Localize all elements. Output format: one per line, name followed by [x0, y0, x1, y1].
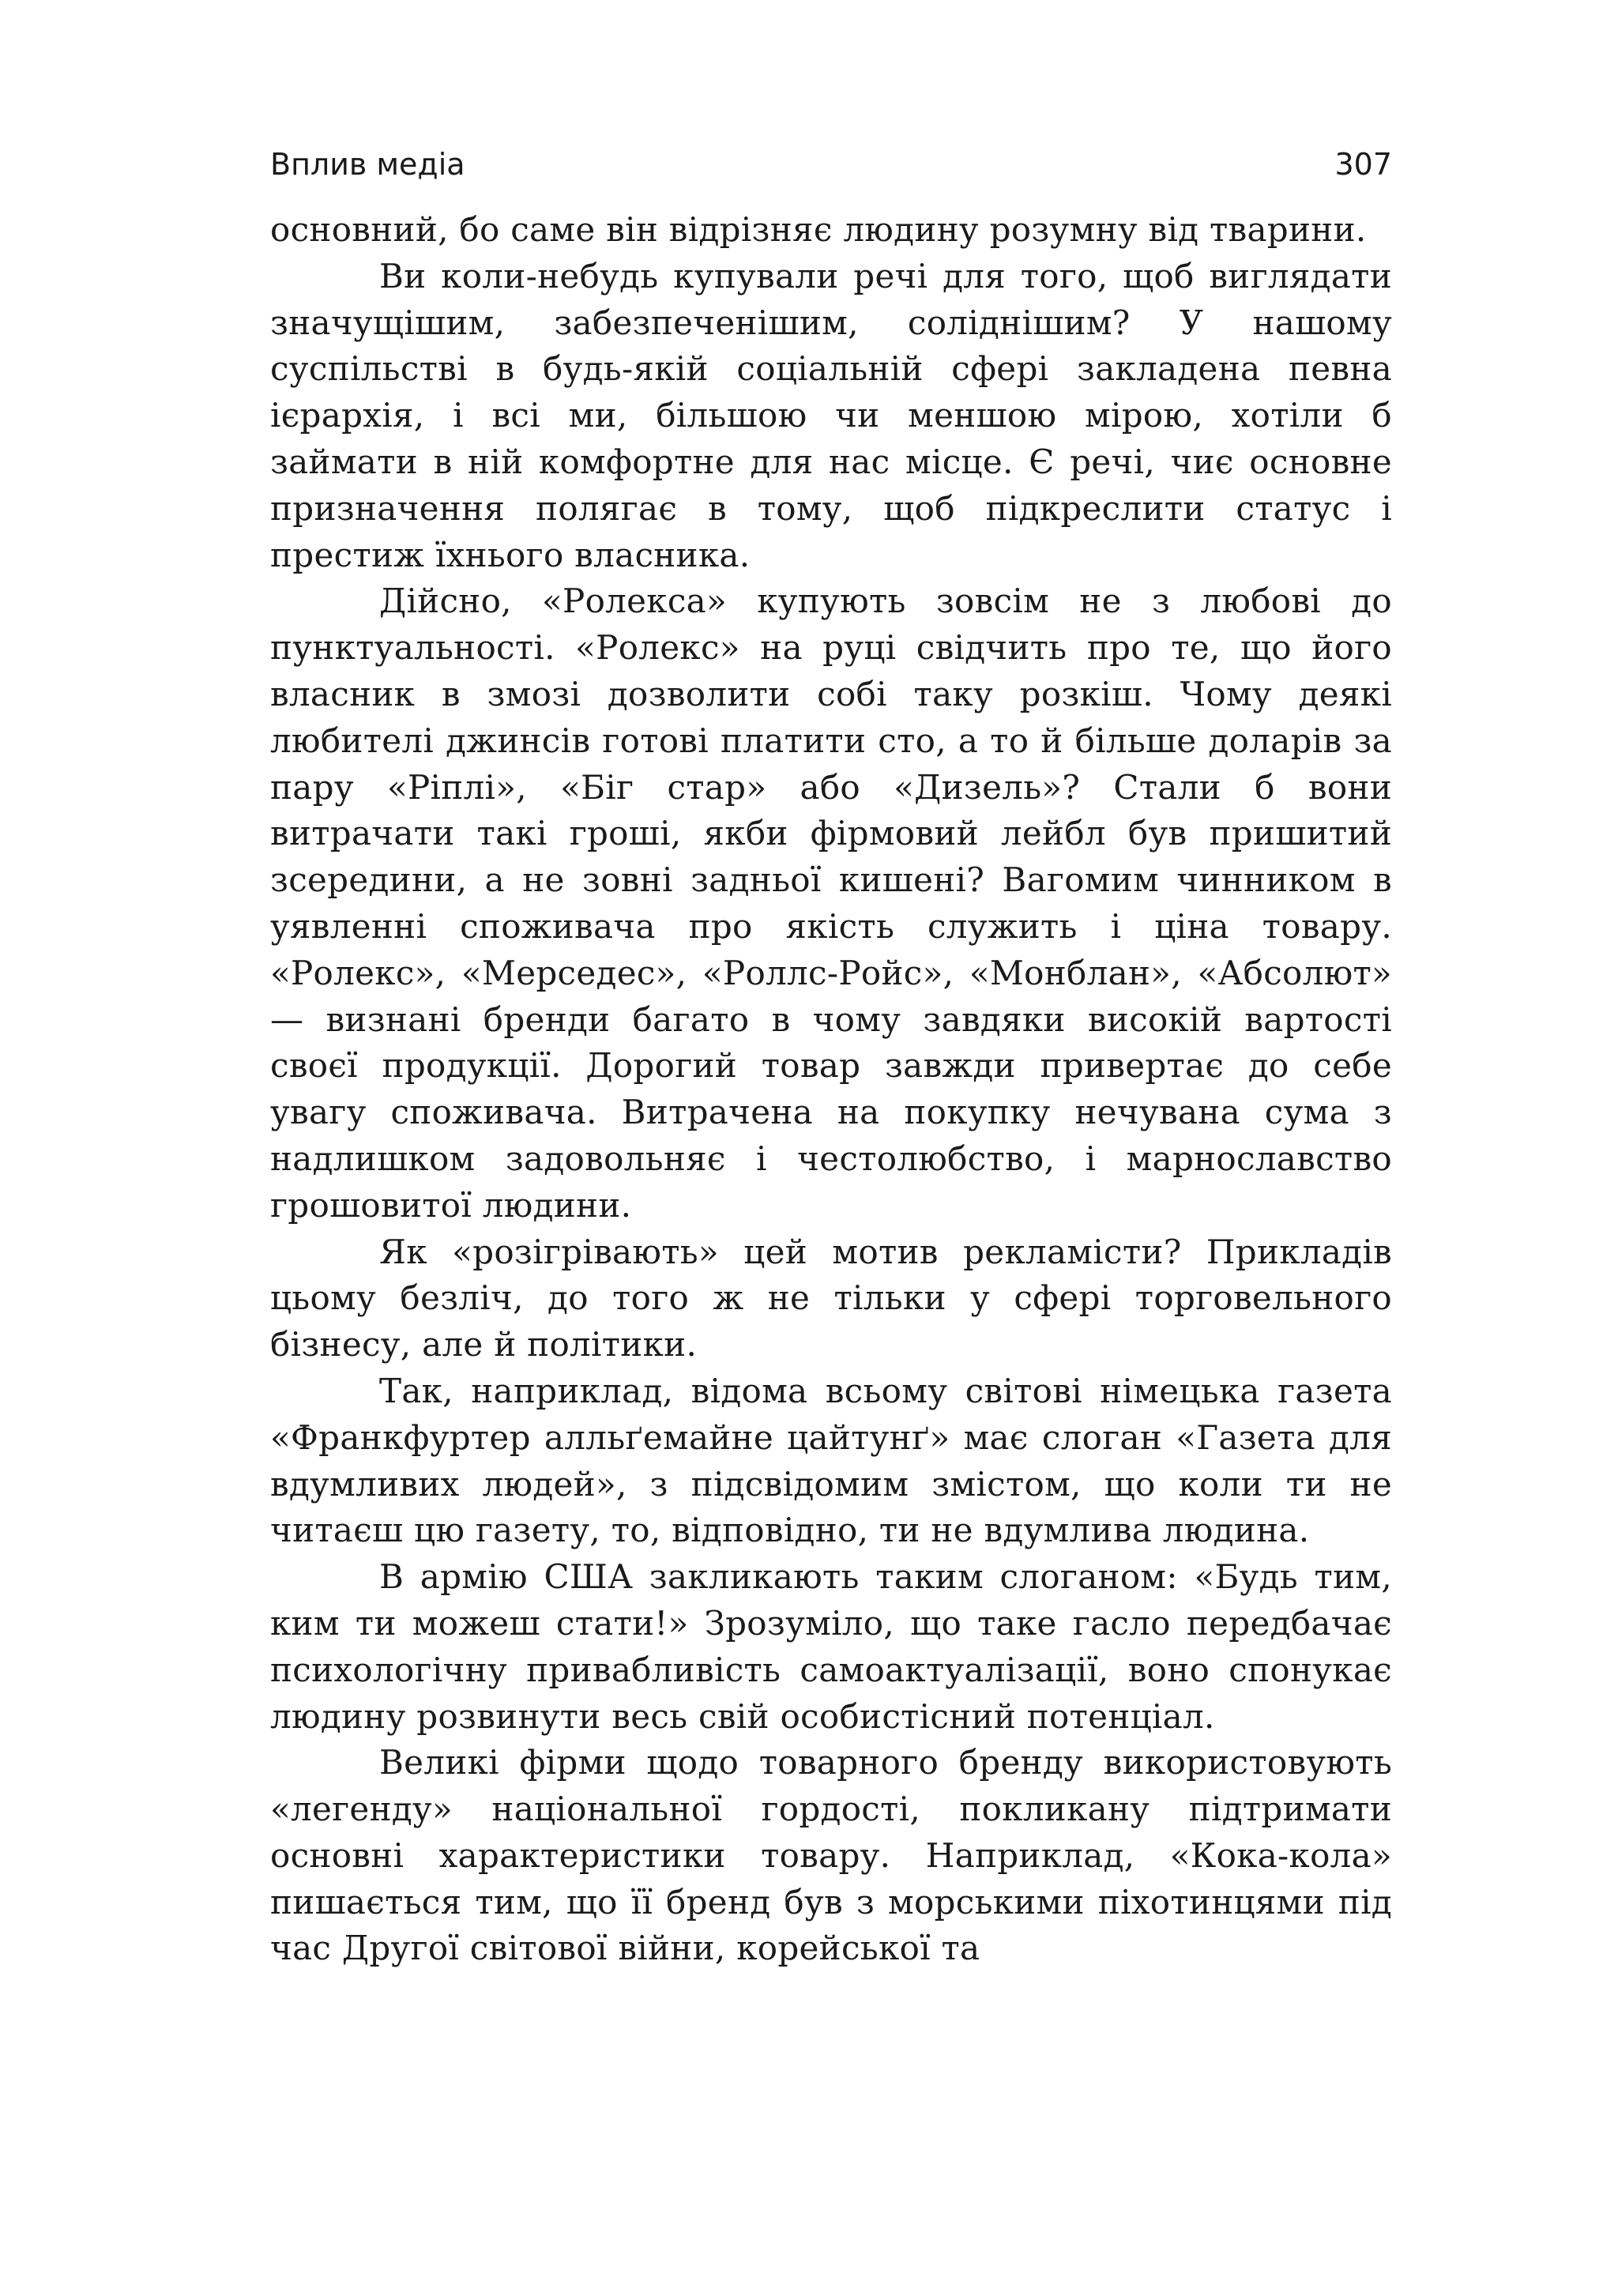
body-text	[270, 207, 1392, 1972]
paragraph: Так, наприклад, відома всьому світові німецька газета «Франкфуртер алльґемайне цайтунґ» має слоган «Газета для вдумливих людей», з підсвідомим змістом, що коли ти не читаєш цю газету, то, відповідно, ти не вдумлива людина.	[270, 1371, 1392, 1550]
paragraph: Ви коли-небудь купували речі для того, щоб виглядати значущішим, забезпеченішим, соліднішим? У нашому суспільстві в будь-якій соціальній сфері закладена певна ієрархія, і всі ми, більшою чи меншою мірою, хотіли б займати в ній комфортне для нас місце. Є речі, чиє основне призначення полягає в тому, щоб підкреслити статус і престиж їхнього власника.	[270, 256, 1392, 574]
section-title: Вплив медіа	[270, 147, 465, 182]
paragraph: Як «розігрівають» цей мотив рекламісти? Прикладів цьому безліч, до того ж не тільки у сфері торговельного бізнесу, але й політики.	[270, 1232, 1392, 1364]
paragraph: В армію США закликають таким слоганом: «Будь тим, ким ти можеш стати!» Зрозуміло, що таке гасло передбачає психологічну привабливість самоактуалізації, воно спонукає людину розвинути весь свій особистісний потенціал.	[270, 1557, 1392, 1736]
page-number: 307	[1334, 147, 1392, 182]
paragraph-continued: основний, бо саме він відрізняє людину розумну від тварини.	[270, 210, 1367, 249]
paragraph: Дійсно, «Ролекса» купують зовсім не з любові до пунктуальності. «Ролекс» на руці свідчить про те, що його власник в змозі дозволити собі таку розкіш. Чому деякі любителі джинсів готові платити сто, а то й більше доларів за пару «Ріплі», «Біг стар» або «Дизель»? Стали б вони витрачати такі гроші, якби фірмовий лейбл був пришитий зсередини, а не зовні задньої кишені? Вагомим чинником в уявленні споживача про якість служить і ціна товару. «Ролекс», «Мерседес», «Роллс-Ройс», «Монблан», «Абсолют» — визнані бренди багато в чому завдяки високій вартості своєї продукції. Дорогий товар завжди привертає до себе увагу споживача. Витрачена на покупку нечувана сума з надлишком задовольняє і честолюбство, і марнославство грошовитої людини.	[270, 582, 1392, 1225]
running-header	[270, 147, 1392, 194]
paragraph: Великі фірми щодо товарного бренду використовують «легенду» національної гордості, покликану підтримати основні характеристики товару. Наприклад, «Кока-кола» пишається тим, що її бренд був з морськими піхотинцями під час Другої світової війни, корейської та	[270, 1743, 1392, 1968]
